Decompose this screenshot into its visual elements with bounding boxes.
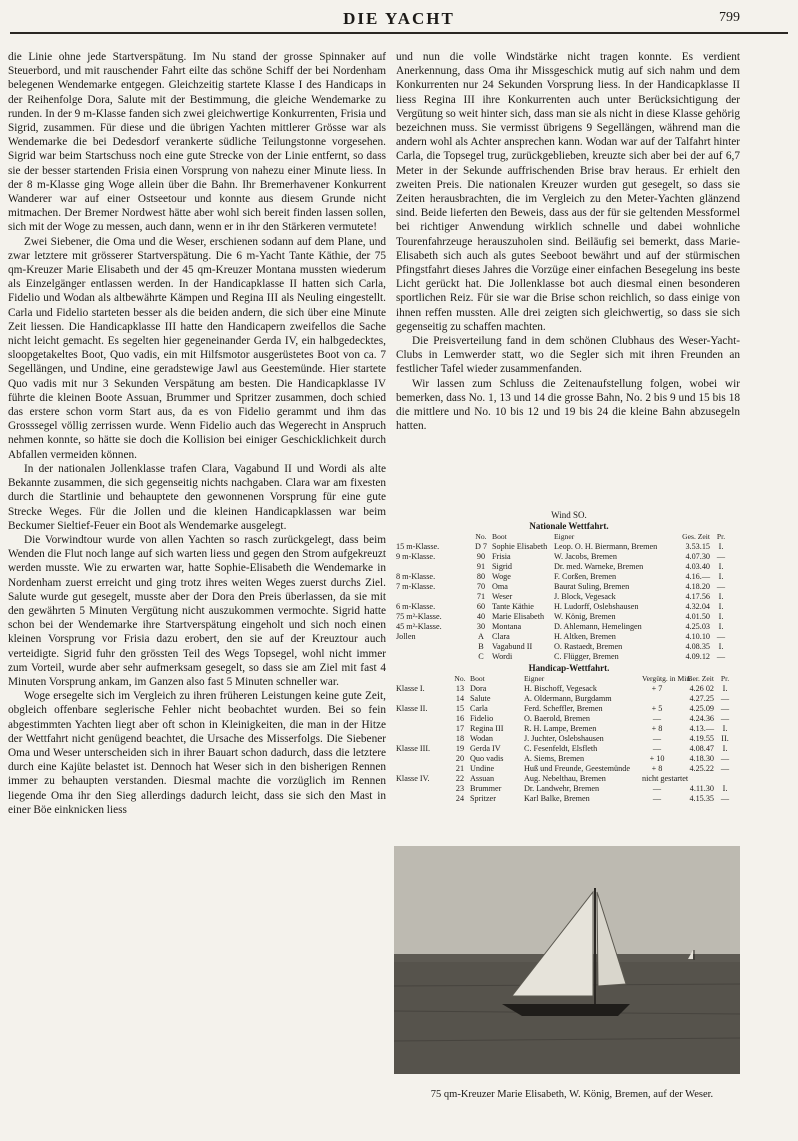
- number-cell: 60: [476, 602, 486, 611]
- boat-cell: Woge: [492, 572, 511, 581]
- number-cell: 16: [455, 714, 465, 723]
- time-cell: 4.03.40: [685, 562, 710, 571]
- sailboat-image: [394, 846, 740, 1074]
- table-row: [396, 612, 742, 622]
- class-cell: 75 m²-Klasse.: [396, 612, 442, 621]
- paragraph: und nun die volle Windstärke nicht tragen konnte. Es verdient Anerkennung, dass Oma ihr Missgeschick mutig auf sich nahm und dem Konkurrenten nur 24 Sekunden Vorsprung liess. In der Handicapklasse II liess Regina III ihre Konkurrenten auch unter Berücksichtigung der Vergütung so weit hinter sich, dass man sie als nicht in diese Klasse gehörig bezeichnen muss. Sie vermisst übrigens 9 Segellängen, während man die andern wohl als Achter ansprechen kann. Wodan war auf der Talfahrt hinter Carla, die Topsegel trug, zurückgeblieben, kreuzte sich aber bei der auf 6,7 Meter in der Sekunde auffrischenden Brise brav heraus. Er erhielt den zweiten Preis. Die nationalen Kreuzer wurden gut gesegelt, so dass sie Zeiten herausbrachten, die im Vergleich zu den Meter-Yachten glänzend sind. Beide lieferten den Beweis, dass aus der für sie geltenden Messformel bei richtiger Anwendung wirklich schnelle und dabei wohnliche Tourenfahrzeuge herauszuholen sind. Beiläufig sei bemerkt, dass Marie-Elisabeth sich auch als gutes Seeboot bewährt und auf der stürmischen Pfingstfahrt dieses Jahres die Vorzüge einer einfachen Besegelung ins beste Licht gerückt hat. Die Jollenklasse bot auch diesmal einen besonderen sportlichen Reiz. Für sie war die Brise schon reichlich, so dass einige von ihnen reffen mussten. Alle drei zeigten sich gleichwertig, so dass sie sich gegenseitig zu schaffen machten.: [396, 51, 740, 333]
- owner-cell: D. Ahlemann, Hemelingen: [554, 622, 642, 631]
- boat-cell: Clara: [492, 632, 510, 641]
- time-cell: 4.24.36: [689, 714, 714, 723]
- number-cell: 13: [455, 684, 465, 693]
- boat-cell: Regina III: [470, 724, 504, 733]
- owner-cell: O. Baerold, Bremen: [524, 714, 590, 723]
- time-cell: 4.01.50: [685, 612, 710, 621]
- allowance-cell: + 10: [649, 754, 665, 763]
- owner-cell: J. Juchter, Oslebshausen: [524, 734, 604, 743]
- class-cell: [396, 562, 470, 572]
- table-row: [396, 744, 742, 754]
- boat-cell: Salute: [470, 694, 491, 703]
- yacht-photo: [394, 846, 740, 1074]
- prize-cell: I.: [722, 784, 728, 793]
- time-cell: 4.17.56: [685, 592, 710, 601]
- national-table: [396, 532, 742, 662]
- class-cell: [396, 642, 470, 652]
- time-cell: 4.19.55: [689, 734, 714, 743]
- owner-cell: Ferd. Scheffler, Bremen: [524, 704, 603, 713]
- owner-cell: Dr. Landwehr, Bremen: [524, 784, 600, 793]
- boat-cell: Boot: [492, 532, 507, 541]
- class-cell: [396, 794, 450, 804]
- class-cell: 9 m-Klasse.: [396, 552, 436, 561]
- boat-cell: Sigrid: [492, 562, 513, 571]
- prize-cell: —: [720, 714, 730, 723]
- time-cell: 4.15.35: [689, 794, 714, 803]
- time-cell: Ges. Zeit: [682, 532, 710, 541]
- class-cell: Klasse I.: [396, 684, 425, 693]
- number-cell: 18: [455, 734, 465, 743]
- boat-cell: Wordi: [492, 652, 513, 661]
- boat-cell: Montana: [492, 622, 522, 631]
- number-cell: 23: [455, 784, 465, 793]
- allowance-cell: + 8: [651, 724, 663, 733]
- table-row: [396, 694, 742, 704]
- allowance-cell: —: [652, 714, 662, 723]
- table-row: [396, 764, 742, 774]
- prize-cell: I.: [722, 684, 728, 693]
- number-cell: 24: [455, 794, 465, 803]
- time-cell: 4.25.22: [689, 764, 714, 773]
- prize-cell: —: [720, 694, 730, 703]
- handicap-title: Handicap-Wettfahrt.: [528, 663, 610, 673]
- class-cell: [396, 532, 470, 542]
- class-cell: 7 m-Klasse.: [396, 582, 436, 591]
- allowance-cell: Vergütg. in Min.: [642, 674, 693, 683]
- class-cell: Klasse III.: [396, 744, 431, 753]
- prize-cell: I.: [718, 612, 724, 621]
- allowance-cell: —: [652, 794, 662, 803]
- paragraph: die Linie ohne jede Startverspätung. Im Nu stand der grosse Spinnaker auf Steuerbord, und mit rauschender Fahrt eilte das schöne Schiff der bei Nordenham belegenen Wendemarke entgegen. Gleichzeitig startete Klasse I des Handicaps in der Reihenfolge Dora, Salute mit der Bestimmung, die gleiche Wendemarke zu runden. In der 9 m-Klasse fanden sich zwei gleichwertige Konkurrenten, Frisia und Sigrid, zusammen. Für diese und die übrigen Yachten mittlerer Grösse war als Wendemarke die bei Dedesdorf verankerte südliche Teilungstonne vorgesehen. Sigrid war beim Startschuss noch eine gute Strecke von der Linie entfernt, so dass sie der besser startenden Frisia einen Vorsprung von nahezu einer Minute liess. In der 8 m-Klasse ging Woge allein über die Bahn. Ihr Bremerhavener Konkurrent Wanderer war auf einer Ostseetour und konnte aus diesem Grunde nicht mitmachen. Der Bremer Nordwest hätte aber wohl sich bereit finden lassen sollen, sich mit der Woge zu messen, auch dann, wenn er in ihr den Stärkeren vermutete!: [8, 51, 386, 234]
- owner-cell: C. Fesenfeldt, Elsfleth: [524, 744, 598, 753]
- owner-cell: Baurat Suling, Bremen: [554, 582, 630, 591]
- boat-cell: Oma: [492, 582, 508, 591]
- number-cell: 80: [476, 572, 486, 581]
- prize-cell: —: [716, 552, 726, 561]
- owner-cell: Aug. Nebelthau, Bremen: [524, 774, 606, 783]
- boat-cell: Spritzer: [470, 794, 496, 803]
- class-cell: 45 m²-Klasse.: [396, 622, 442, 631]
- page-header: [0, 0, 798, 40]
- results-table: [396, 510, 742, 804]
- prize-cell: —: [720, 754, 730, 763]
- number-cell: 71: [476, 592, 486, 601]
- class-cell: Klasse IV.: [396, 774, 430, 783]
- time-cell: 4.08.47: [689, 744, 714, 753]
- boat-cell: Carla: [470, 704, 488, 713]
- table-row: [396, 794, 742, 804]
- prize-cell: —: [720, 794, 730, 803]
- time-cell: 4.07.30: [685, 552, 710, 561]
- class-cell: [396, 652, 470, 662]
- table-row: [396, 642, 742, 652]
- time-cell: 4.08.35: [685, 642, 710, 651]
- photo-caption: 75 qm-Kreuzer Marie Elisabeth, W. König, Bremen, auf der Weser.: [430, 1089, 714, 1100]
- class-cell: 8 m-Klasse.: [396, 572, 436, 581]
- boat-cell: Fidelio: [470, 714, 494, 723]
- class-cell: [396, 764, 450, 774]
- class-cell: [396, 592, 470, 602]
- number-cell: D 7: [474, 542, 488, 551]
- time-cell: 4.09.12: [685, 652, 710, 661]
- number-cell: B: [478, 642, 484, 651]
- prize-cell: I.: [718, 572, 724, 581]
- number-cell: 21: [455, 764, 465, 773]
- table-row: [396, 774, 742, 784]
- number-cell: 70: [476, 582, 486, 591]
- time-cell: 4.10.10: [685, 632, 710, 641]
- wind-note: Wind SO.: [551, 510, 587, 520]
- table-row: [396, 542, 742, 552]
- right-column: [396, 50, 740, 433]
- class-cell: [396, 784, 450, 794]
- table-row: [396, 572, 742, 582]
- number-cell: C: [478, 652, 484, 661]
- boat-cell: Brummer: [470, 784, 502, 793]
- time-cell: 4.26 02: [689, 684, 714, 693]
- paragraph: Zwei Siebener, die Oma und die Weser, erschienen sodann auf dem Plane, und zwar letztere mit grösserer Startverspätung. Die 6 m-Yacht Tante Käthie, der 75 qm-Kreuzer Marie Elisabeth und der 45 qm-Kreuzer Montana mussten wiederum als Einzelgänger entlassen werden. In der Handicapklasse II hatten sich Carla, Fidelio und Wodan als altbewährte Kämpen und Regina III als Neuling eingestellt. Carla und Fidelio starteten besser als die beiden andern, die sich über eine Minute Zeit liessen. Die Handicapklasse III hatte den Handicapern zweifellos die Sache nicht leicht gemacht. Es segelten hier gegeneinander Gerda IV, ein halbgedecktes, sloopgetakeltes Boot, Quo vadis, ein mit Hilfsmotor ausgerüstetes Boot von ca. 7 Segellängen, und Undine, eine geradstewige Jawl aus Geestemünde. Hier startete Quo vadis mit nur 3 Sekunden Verspätung am besten. Die Handicapklasse IV führte die kleinen Boote Assuan, Brummer und Spritzer zusammen, doch schied das erstere schon vorm Start aus, da es von Fidelio gerammt und ihm das Grosssegel völlig zerrissen wurde. Wenn Fidelio auch das Wegerecht in Anspruch nehmen konnte, so hätte sie doch die Kollision bei einiger Geschicklichkeit durch Abfallen vermeiden können.: [8, 235, 386, 461]
- allowance-cell: + 5: [651, 704, 663, 713]
- page-number: 799: [719, 10, 740, 25]
- class-cell: [396, 674, 450, 684]
- number-cell: 15: [455, 704, 465, 713]
- boat-cell: Dora: [470, 684, 487, 693]
- time-cell: 4.11.30: [689, 784, 714, 793]
- boat-cell: Marie Elisabeth: [492, 612, 545, 621]
- table-header-row: [396, 532, 742, 542]
- prize-cell: II.: [721, 734, 729, 743]
- class-cell: [396, 694, 450, 704]
- owner-cell: A. Siems, Bremen: [524, 754, 585, 763]
- paragraph: Wir lassen zum Schluss die Zeitenaufstellung folgen, wobei wir bemerken, dass No. 1, 13 und 14 die grosse Bahn, No. 2 bis 9 und 15 bis 18 die mittlere und No. 10 bis 12 und 19 bis 24 die kleine Bahn abzusegeln hatten.: [396, 377, 740, 433]
- owner-cell: F. Corßen, Bremen: [554, 572, 617, 581]
- left-column: [8, 50, 386, 817]
- table-row: [396, 784, 742, 794]
- running-title: DIE YACHT: [343, 9, 455, 28]
- time-cell: 4.25.03: [685, 622, 710, 631]
- prize-cell: I.: [722, 724, 728, 733]
- table-row: [396, 582, 742, 592]
- owner-cell: H. Ludorff, Oslebshausen: [554, 602, 639, 611]
- table-row: [396, 684, 742, 694]
- time-cell: 3.53.15: [685, 542, 710, 551]
- owner-cell: R. H. Lampe, Bremen: [524, 724, 597, 733]
- allowance-cell: —: [652, 744, 662, 753]
- owner-cell: Leop. O. H. Biermann, Bremen: [554, 542, 658, 551]
- owner-cell: O. Rastaedt, Bremen: [554, 642, 623, 651]
- class-cell: 6 m-Klasse.: [396, 602, 436, 611]
- number-cell: A: [478, 632, 484, 641]
- boat-cell: Quo vadis: [470, 754, 504, 763]
- paragraph: Woge ersegelte sich im Vergleich zu ihren früheren Leistungen keine gute Zeit, obgleich offenbare seglerische Fehler nicht beobachtet wurden. Bei so fein abgestimmten Yachten liegt aber oft schon in Kleinigkeiten, die man in der Hitze der Wettfahrt nicht genügend beachtet, die Ursache des Misserfolgs. Die Siebener Oma und Weser unterscheiden sich in ihrer Bauart schon dadurch, dass die letztere durch eine Kajüte belastet ist. Dennoch hat Weser sich in den bisherigen Rennen immer zu behaupten verstanden. Diesmal machte die vorzüglich im Rennen liegende Oma ihr den Sieg allerdings dadurch leicht, dass sie sich den Mast in einer Böe einknicken liess: [8, 690, 386, 816]
- number-cell: No.: [454, 674, 466, 683]
- prize-cell: I.: [718, 642, 724, 651]
- owner-cell: W. König, Bremen: [554, 612, 616, 621]
- number-cell: No.: [475, 532, 487, 541]
- table-header-row: [396, 674, 742, 684]
- owner-cell: Huß und Freunde, Geestemünde: [524, 764, 630, 773]
- time-cell: 4.16.—: [685, 572, 710, 581]
- prize-cell: I.: [718, 542, 724, 551]
- allowance-cell: nicht gestartet: [642, 774, 689, 783]
- boat-cell: Tante Käthie: [492, 602, 534, 611]
- prize-cell: I.: [718, 562, 724, 571]
- prize-cell: I.: [722, 744, 728, 753]
- prize-cell: —: [716, 632, 726, 641]
- class-cell: [396, 724, 450, 734]
- allowance-cell: —: [652, 784, 662, 793]
- table-row: [396, 592, 742, 602]
- allowance-cell: + 7: [651, 684, 663, 693]
- paragraph: Die Vorwindtour wurde von allen Yachten so rasch zurückgelegt, dass beim Wenden die Flut noch lange auf sich warten liess und gegen den Strom aufgekreuzt werden musste. Wie zu erwarten war, hatte Sophie-Elisabeth die Wendemarke in Nordenham zuerst erreicht und ging trotz ihres weiten Weges zuerst durchs Ziel. Salute wurde gut gesegelt, musste aber der Dora den Preis überlassen, da sie mit den gewährten 5 Minuten Vergütung nicht auszukommen vermochte. Sigrid hatte schon bei der Wendemarke ihre Startverspätung eingeholt und sich noch einen kleinen Vorsprung vor Frisia dazu erobert, den sie auf der Kreuztour auch verteidigte. Sigrid fuhr den grössten Teil des Wegs Topsegel, wohl nicht immer zum Vorteil, wurde aber sehr aufmerksam gesegelt, so dass sie am Ziel mit fast 4 Minuten Vorsprung ankam, im Ganzen also fast 5 Minuten schneller war.: [8, 533, 386, 688]
- boat-cell: Assuan: [470, 774, 495, 783]
- prize-cell: I.: [718, 592, 724, 601]
- owner-cell: Eigner: [554, 532, 575, 541]
- boat-cell: Sophie Elisabeth: [492, 542, 548, 551]
- number-cell: 19: [455, 744, 465, 753]
- number-cell: 90: [476, 552, 486, 561]
- allowance-cell: [642, 694, 672, 704]
- owner-cell: W. Jacobs, Bremen: [554, 552, 617, 561]
- owner-cell: J. Block, Vegesack: [554, 592, 616, 601]
- paragraph: In der nationalen Jollenklasse trafen Clara, Vagabund II und Wordi als alte Bekannte zusammen, die sich gegenseitig nichts nachgaben. Clara war am fixesten durch die Startlinie und behauptete den gewonnenen Vorsprung für eine gute Strecke Weges. Für die Jollen und die kleinen Handicapklassen war beim Beckumer Sieltief-Feuer ein Boot als Wendemarke ausgelegt.: [8, 462, 386, 532]
- prize-cell: —: [716, 582, 726, 591]
- owner-cell: H. Bischoff, Vegesack: [524, 684, 597, 693]
- owner-cell: H. Altken, Bremen: [554, 632, 616, 641]
- handicap-table: [396, 674, 742, 804]
- prize-cell: Pr.: [716, 532, 726, 541]
- boat-cell: Boot: [470, 674, 485, 683]
- prize-cell: I.: [718, 602, 724, 611]
- time-cell: 4.27.25: [689, 694, 714, 703]
- class-cell: [396, 754, 450, 764]
- national-title: Nationale Wettfahrt.: [529, 521, 609, 531]
- allowance-cell: + 8: [651, 764, 663, 773]
- class-cell: [396, 714, 450, 724]
- table-row: [396, 652, 742, 662]
- boat-cell: Wodan: [470, 734, 493, 743]
- time-cell: 4.25.09: [689, 704, 714, 713]
- time-cell: 4.32.04: [685, 602, 710, 611]
- table-row: [396, 704, 742, 714]
- number-cell: 91: [476, 562, 486, 571]
- number-cell: 40: [476, 612, 486, 621]
- owner-cell: Eigner: [524, 674, 545, 683]
- owner-cell: Karl Balke, Bremen: [524, 794, 590, 803]
- number-cell: 22: [455, 774, 465, 783]
- owner-cell: Dr. med. Warneke, Bremen: [554, 562, 644, 571]
- table-row: [396, 632, 742, 642]
- boat-cell: Frisia: [492, 552, 511, 561]
- table-row: [396, 602, 742, 612]
- class-cell: 15 m-Klasse.: [396, 542, 440, 551]
- number-cell: 14: [455, 694, 465, 703]
- table-row: [396, 724, 742, 734]
- prize-cell: —: [720, 764, 730, 773]
- time-cell: Ber. Zeit: [687, 674, 714, 683]
- table-row: [396, 552, 742, 562]
- table-row: [396, 714, 742, 724]
- boat-cell: Gerda IV: [470, 744, 501, 753]
- table-row: [396, 754, 742, 764]
- prize-cell: Pr.: [720, 674, 730, 683]
- class-cell: [396, 734, 450, 744]
- table-row: [396, 734, 742, 744]
- prize-cell: I.: [718, 622, 724, 631]
- table-row: [396, 562, 742, 572]
- number-cell: 30: [476, 622, 486, 631]
- prize-cell: [714, 774, 736, 784]
- boat-cell: Weser: [492, 592, 513, 601]
- prize-cell: —: [716, 652, 726, 661]
- table-row: [396, 622, 742, 632]
- time-cell: 4.13.—: [689, 724, 714, 733]
- class-cell: Klasse II.: [396, 704, 428, 713]
- time-cell: 4.18.20: [685, 582, 710, 591]
- paragraph: Die Preisverteilung fand in dem schönen Clubhaus des Weser-Yacht-Clubs in Lemwerder statt, wo die Segler sich mit ihren Freunden an festlicher Tafel wieder zusammenfanden.: [396, 335, 740, 376]
- prize-cell: —: [720, 704, 730, 713]
- time-cell: 4.18.30: [689, 754, 714, 763]
- boat-cell: Vagabund II: [492, 642, 533, 651]
- number-cell: 17: [455, 724, 465, 733]
- owner-cell: A. Oldermann, Burgdamm: [524, 694, 612, 703]
- header-rule: [10, 32, 788, 34]
- owner-cell: C. Flügger, Bremen: [554, 652, 619, 661]
- boat-cell: Undine: [470, 764, 495, 773]
- class-cell: Jollen: [396, 632, 416, 641]
- number-cell: 20: [455, 754, 465, 763]
- allowance-cell: —: [652, 734, 662, 743]
- time-cell: [672, 774, 714, 784]
